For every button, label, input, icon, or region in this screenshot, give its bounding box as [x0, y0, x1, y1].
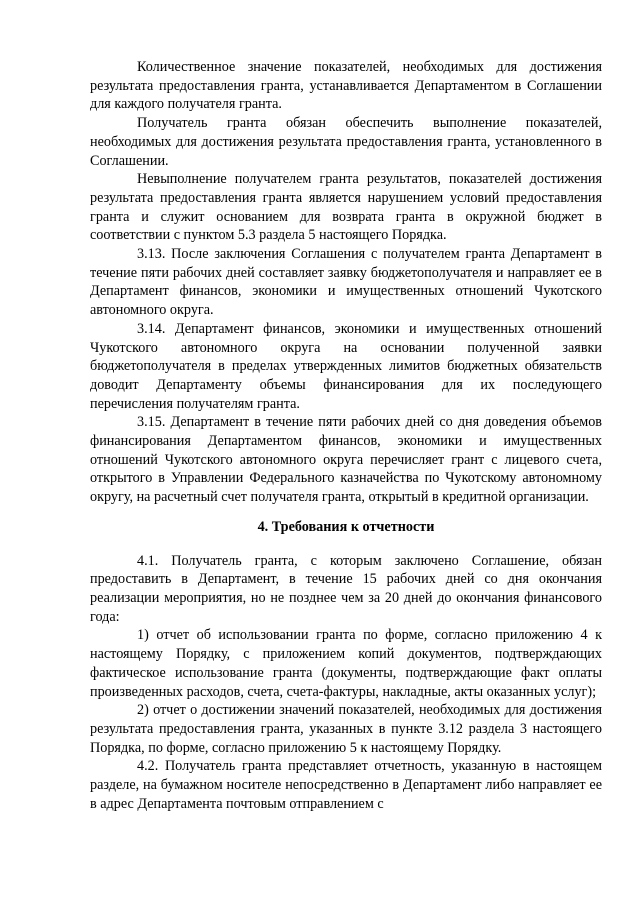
paragraph-recipient-obligation: Получатель гранта обязан обеспечить выполнение показателей, необходимых для достижения результата предоставления гранта, установленного в Соглашении.: [90, 115, 602, 169]
paragraph-item-1: 1) отчет об использовании гранта по форме, согласно приложению 4 к настоящему Порядку, с приложением копий документов, подтверждающих фактическое использование гранта (документы, подтверждающие факт оплаты произведенных расходов, счета, счета-фактуры, накладные, акты оказанных услуг);: [90, 627, 602, 700]
paragraph-indicator-value: Количественное значение показателей, необходимых для достижения результата предоставления гранта, устанавливается Департаментом в Соглашении для каждого получателя гранта.: [90, 59, 602, 113]
document-page: [90, 58, 602, 813]
paragraph-item-2: 2) отчет о достижении значений показателей, необходимых для достижения результата предоставления гранта, указанных в пункте 3.12 раздела 3 настоящего Порядка, по форме, согласно приложению 5 к настоящему Порядку.: [90, 702, 602, 756]
paragraph-4-2: 4.2. Получатель гранта представляет отчетность, указанную в настоящем разделе, на бумажном носителе непосредственно в Департамент либо направляет ее в адрес Департамента почтовым отправлением с: [90, 758, 602, 812]
paragraph-3-15: 3.15. Департамент в течение пяти рабочих дней со дня доведения объемов финансирования Департаментом финансов, экономики и имущественных отношений Чукотского автономного округа перечисляет грант с лицевого счета, открытого в Управлении Федерального казначейства по Чукотскому автономному округу, на расчетный счет получателя гранта, открытый в кредитной организации.: [90, 414, 602, 506]
paragraph-3-13: 3.13. После заключения Соглашения с получателем гранта Департамент в течение пяти рабочих дней составляет заявку бюджетополучателя и направляет ее в Департамент финансов, экономики и имущественных отношений Чукотского автономного округа.: [90, 246, 602, 319]
paragraph-3-14: 3.14. Департамент финансов, экономики и имущественных отношений Чукотского автономного округа на основании полученной заявки бюджетополучателя в пределах утвержденных лимитов бюджетных обязательств доводит Департаменту объемы финансирования для их последующего перечисления получателям гранта.: [90, 320, 602, 412]
paragraph-4-1: 4.1. Получатель гранта, с которым заключено Соглашение, обязан предоставить в Департамент, в течение 15 рабочих дней со дня окончания реализации мероприятия, но не позднее чем за 20 дней до окончания финансового года:: [90, 552, 602, 625]
section-heading: 4. Требования к отчетности: [257, 518, 435, 535]
paragraph-non-fulfillment: Невыполнение получателем гранта результатов, показателей достижения результата предоставления гранта является нарушением условий предоставления гранта и служит основанием для возврата гранта в окружной бюджет в соответствии с пунктом 5.3 раздела 5 настоящего Порядка.: [90, 171, 602, 244]
